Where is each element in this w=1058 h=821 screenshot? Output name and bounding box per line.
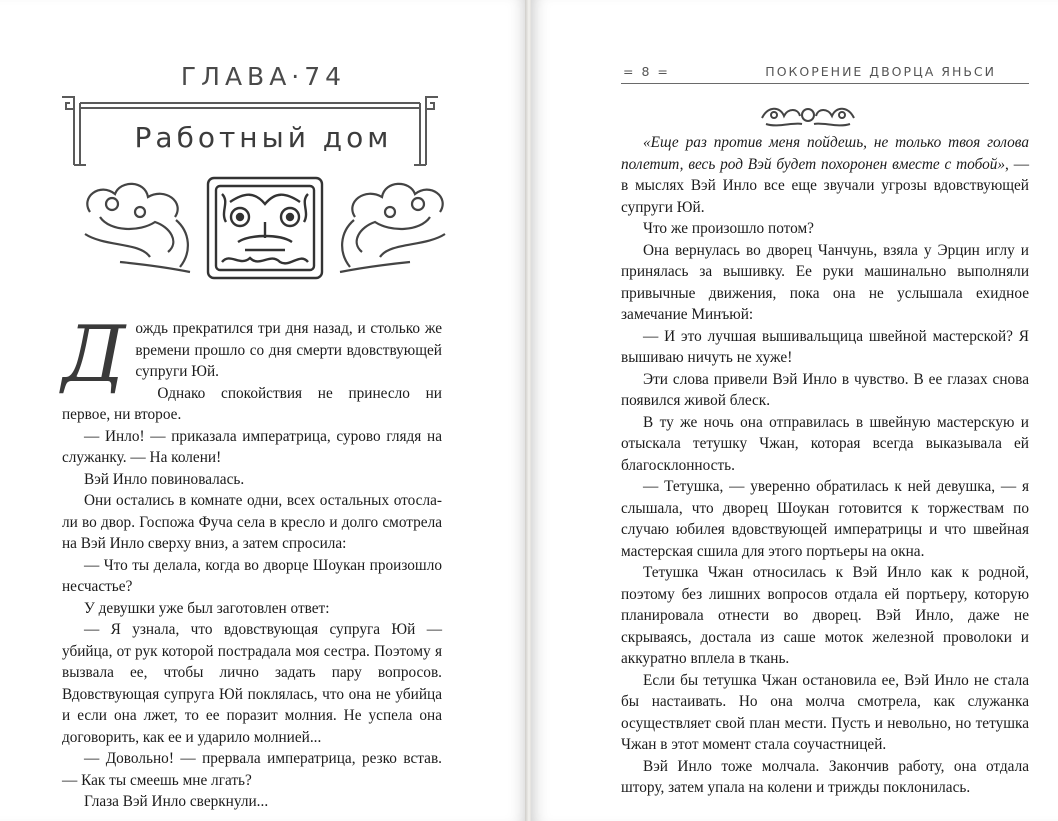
chapter-number: ГЛАВА·74 bbox=[180, 62, 347, 91]
first-paragraph bbox=[62, 310, 442, 400]
paragraph: Эти слова привели Вэй Инло в чувство. В ее глазах снова появился живой блеск. bbox=[621, 370, 1029, 409]
left-page bbox=[0, 0, 527, 821]
chapter-title: Работный дом bbox=[134, 121, 393, 154]
paragraph: — Довольно! — прервала императрица, резко встав. — Как ты смеешь мне лгать? bbox=[62, 750, 442, 789]
header-rule bbox=[621, 83, 1029, 84]
paragraph: — Что ты делала, когда во дворце Шоукан произошло несчастье? bbox=[62, 556, 442, 595]
paragraph: Они остались в комнате одни, всех остальных отослали во двор. Госпожа Фуча села в кресло и долго смотрела на Вэй Инло сверху вниз, а затем спросила: bbox=[62, 492, 442, 552]
paragraph: — И это лучшая вышивальщица швейной мастерской? Я вышиваю ничуть не хуже! bbox=[621, 327, 1029, 366]
paragraph: Однако спокойствия не принесло ни первое, ни второе. bbox=[62, 384, 442, 423]
paragraph: У девушки уже был заготовлен ответ: bbox=[84, 599, 330, 617]
paragraph: — Тетушка, — уверенно обратилась к ней девушка, — я слышала, что дворец Шоукан готовится к торжествам по случаю юбилея вдовствующей императрицы и что швейная мастерская сшила для этого портьеры на окна. bbox=[621, 478, 1029, 560]
paragraph: Вэй Инло тоже молчала. Закончив работу, она отдала штору, затем упала на колени и трижды поклонилась. bbox=[621, 757, 1029, 796]
right-page bbox=[531, 0, 1058, 821]
paragraph: Вэй Инло повиновалась. bbox=[84, 470, 245, 488]
quote-continuation: , — в мыслях Вэй Инло все еще звучали угрозы вдовствующей супруги Юй. bbox=[621, 155, 1029, 216]
opening-paragraph bbox=[621, 132, 1029, 218]
paragraph: Тетушка Чжан относилась к Вэй Инло как к родной, поэтому без лишних вопросов отдала ей портьеру, которую планировала отнести во дворец. Вэй Инло, даже не скрываясь, достала из саше моток железной проволоки и аккуратно вплела в ткань. bbox=[621, 564, 1029, 667]
cloud-divider-ornament bbox=[758, 100, 858, 130]
dragon-cloud-ornament bbox=[80, 172, 450, 282]
quote-italic: «Еще раз против меня пойдешь, не только твоя голова полетит, весь род Вэй будет похоронен вместе с тобой» bbox=[621, 134, 1029, 173]
paragraph: — Инло! — приказала императрица, сурово глядя на служанку. — На колени! bbox=[62, 427, 442, 466]
paragraph: Если бы тетушка Чжан остановила ее, Вэй Инло не стала бы настаивать. Но она молча смотрела, как служанка осуществляет свой план мести. Пусть и невольно, но тетушка Чжан в этот момент стала соучастницей. bbox=[621, 671, 1029, 753]
right-body-text bbox=[621, 132, 1029, 799]
paragraph: — Я узнала, что вдовствующая супруга Юй — убийца, от рук которой пострадала моя сестра. Поэтому я вызвала ее, чтобы лично задать пару вопросов. Вдовствующая супруга Юй поклялась, что она не убийца и если она лжет, то ее поразит молния. Не успела она договорить, как ее и ударило молнией... bbox=[62, 621, 442, 746]
drop-cap: Д bbox=[62, 310, 126, 400]
paragraph: В ту же ночь она отправилась в швейную мастерскую и отыскала тетушку Чжан, которая всегда выказывала ей благосклонность. bbox=[621, 413, 1029, 474]
first-paragraph-text: ождь прекратился три дня назад, и столько же времени прошло со дня смерти вдовствующей супруги Юй. bbox=[135, 320, 442, 380]
left-body-text bbox=[62, 310, 442, 813]
paragraph: Что же произошло потом? bbox=[643, 220, 814, 237]
running-title: ПОКОРЕНИЕ ДВОРЦА ЯНЬСИ bbox=[765, 64, 996, 79]
page-number: = 8 = bbox=[623, 64, 670, 79]
paragraph: Глаза Вэй Инло сверкнули... bbox=[84, 793, 269, 810]
paragraph: Она вернулась во дворец Чанчунь, взяла у Эрцин иглу и принялась за вышивку. Ее руки машинально выполняли привычные движения, пока она не услышала ехидное замечание Минъюй: bbox=[621, 241, 1029, 323]
